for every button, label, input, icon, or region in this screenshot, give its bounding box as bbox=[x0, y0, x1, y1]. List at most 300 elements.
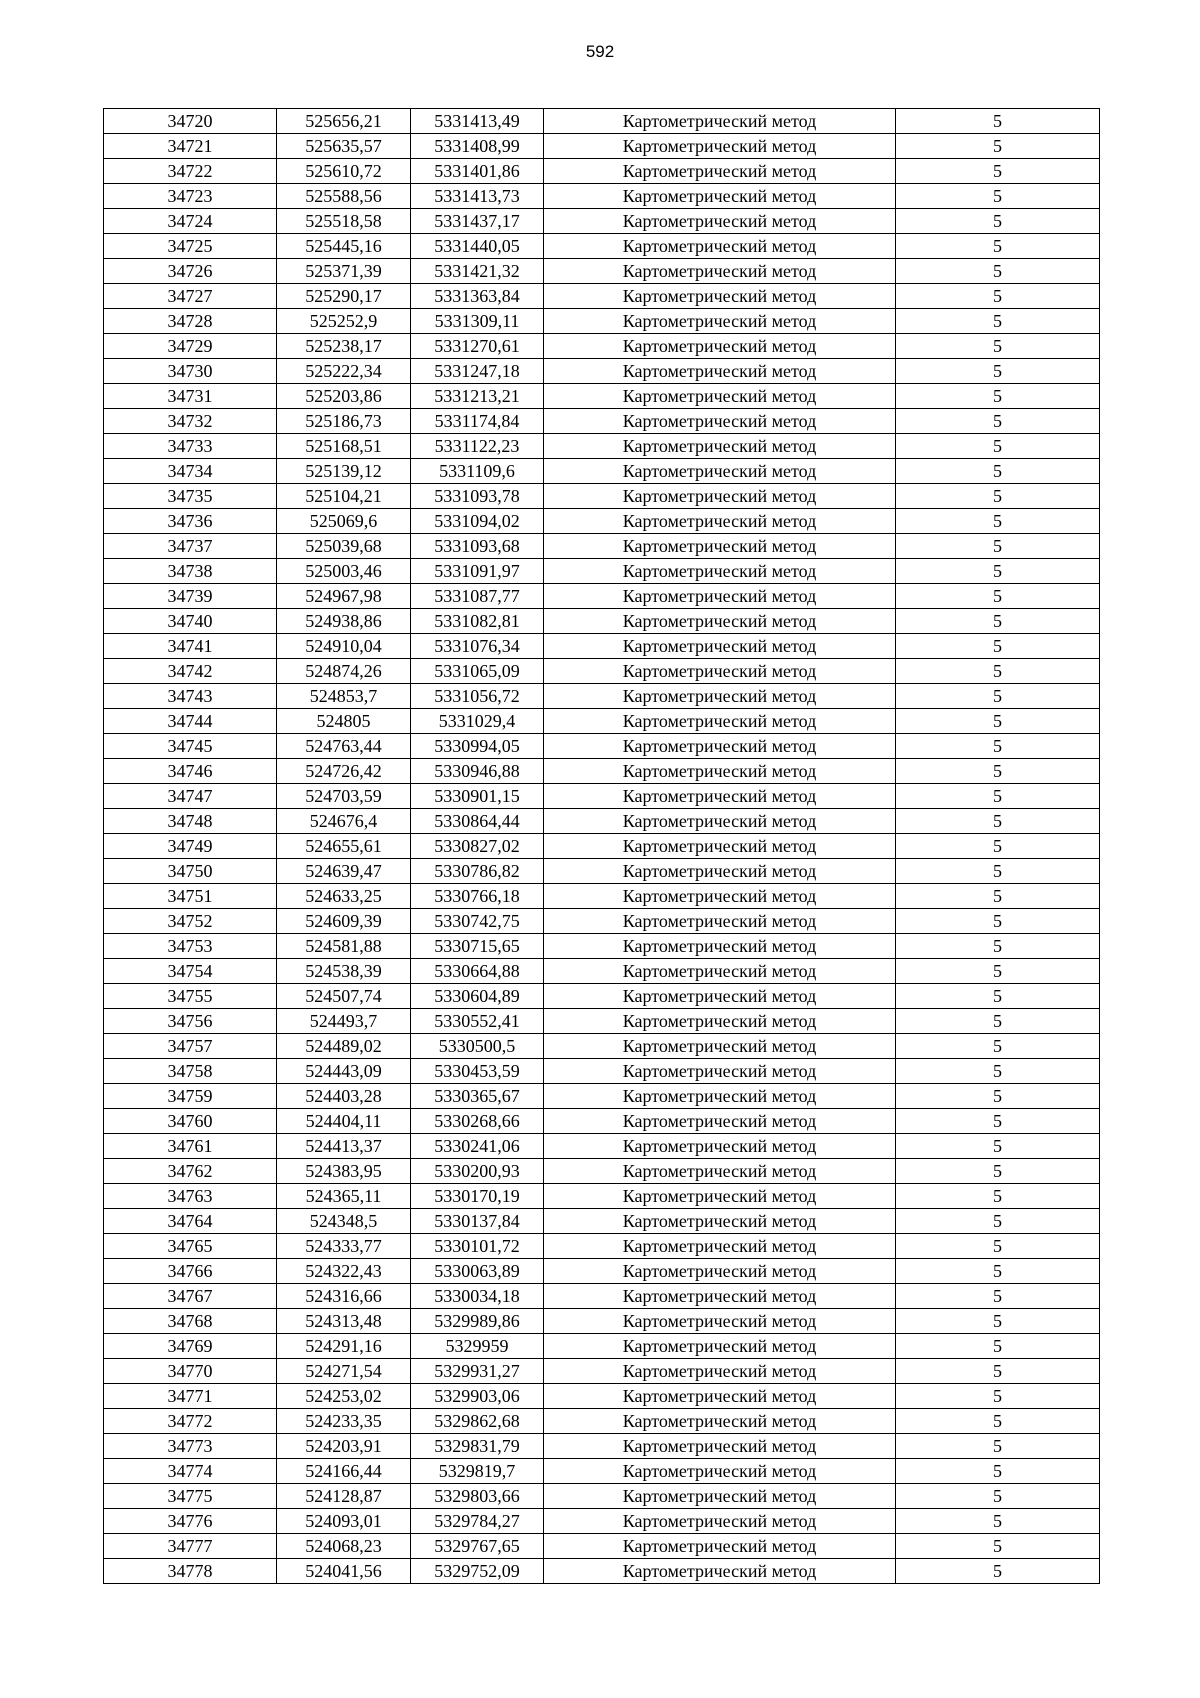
y-coordinate-cell: 5330200,93 bbox=[411, 1159, 544, 1184]
accuracy-cell: 5 bbox=[896, 734, 1100, 759]
y-coordinate-cell: 5331213,21 bbox=[411, 384, 544, 409]
x-coordinate-cell: 525069,6 bbox=[277, 509, 411, 534]
point-number-cell: 34760 bbox=[104, 1109, 277, 1134]
accuracy-cell: 5 bbox=[896, 409, 1100, 434]
y-coordinate-cell: 5331093,78 bbox=[411, 484, 544, 509]
x-coordinate-cell: 524609,39 bbox=[277, 909, 411, 934]
x-coordinate-cell: 524639,47 bbox=[277, 859, 411, 884]
point-number-cell: 34727 bbox=[104, 284, 277, 309]
x-coordinate-cell: 525203,86 bbox=[277, 384, 411, 409]
point-number-cell: 34729 bbox=[104, 334, 277, 359]
y-coordinate-cell: 5331437,17 bbox=[411, 209, 544, 234]
table-row bbox=[104, 1284, 1100, 1309]
x-coordinate-cell: 525186,73 bbox=[277, 409, 411, 434]
table-row bbox=[104, 1484, 1100, 1509]
y-coordinate-cell: 5331122,23 bbox=[411, 434, 544, 459]
accuracy-cell: 5 bbox=[896, 1109, 1100, 1134]
method-cell: Картометрический метод bbox=[544, 509, 896, 534]
accuracy-cell: 5 bbox=[896, 784, 1100, 809]
x-coordinate-cell: 524967,98 bbox=[277, 584, 411, 609]
accuracy-cell: 5 bbox=[896, 1284, 1100, 1309]
table-row bbox=[104, 759, 1100, 784]
accuracy-cell: 5 bbox=[896, 109, 1100, 134]
y-coordinate-cell: 5331056,72 bbox=[411, 684, 544, 709]
x-coordinate-cell: 524655,61 bbox=[277, 834, 411, 859]
x-coordinate-cell: 524291,16 bbox=[277, 1334, 411, 1359]
x-coordinate-cell: 524348,5 bbox=[277, 1209, 411, 1234]
point-number-cell: 34726 bbox=[104, 259, 277, 284]
page-number: 592 bbox=[585, 42, 615, 61]
y-coordinate-cell: 5329931,27 bbox=[411, 1359, 544, 1384]
table-row bbox=[104, 559, 1100, 584]
accuracy-cell: 5 bbox=[896, 584, 1100, 609]
method-cell: Картометрический метод bbox=[544, 359, 896, 384]
y-coordinate-cell: 5330742,75 bbox=[411, 909, 544, 934]
method-cell: Картометрический метод bbox=[544, 984, 896, 1009]
method-cell: Картометрический метод bbox=[544, 1209, 896, 1234]
table-row bbox=[104, 809, 1100, 834]
table-row bbox=[104, 934, 1100, 959]
accuracy-cell: 5 bbox=[896, 509, 1100, 534]
y-coordinate-cell: 5331413,73 bbox=[411, 184, 544, 209]
table-row bbox=[104, 1359, 1100, 1384]
y-coordinate-cell: 5331082,81 bbox=[411, 609, 544, 634]
method-cell: Картометрический метод bbox=[544, 1409, 896, 1434]
x-coordinate-cell: 524581,88 bbox=[277, 934, 411, 959]
table-row bbox=[104, 284, 1100, 309]
x-coordinate-cell: 524726,42 bbox=[277, 759, 411, 784]
accuracy-cell: 5 bbox=[896, 534, 1100, 559]
point-number-cell: 34735 bbox=[104, 484, 277, 509]
x-coordinate-cell: 525635,57 bbox=[277, 134, 411, 159]
accuracy-cell: 5 bbox=[896, 1159, 1100, 1184]
y-coordinate-cell: 5331421,32 bbox=[411, 259, 544, 284]
accuracy-cell: 5 bbox=[896, 1509, 1100, 1534]
point-number-cell: 34771 bbox=[104, 1384, 277, 1409]
point-number-cell: 34740 bbox=[104, 609, 277, 634]
point-number-cell: 34761 bbox=[104, 1134, 277, 1159]
x-coordinate-cell: 524316,66 bbox=[277, 1284, 411, 1309]
point-number-cell: 34723 bbox=[104, 184, 277, 209]
method-cell: Картометрический метод bbox=[544, 409, 896, 434]
point-number-cell: 34733 bbox=[104, 434, 277, 459]
point-number-cell: 34755 bbox=[104, 984, 277, 1009]
coordinates-table-body bbox=[104, 109, 1100, 1584]
accuracy-cell: 5 bbox=[896, 1559, 1100, 1584]
x-coordinate-cell: 524874,26 bbox=[277, 659, 411, 684]
y-coordinate-cell: 5330500,5 bbox=[411, 1034, 544, 1059]
point-number-cell: 34743 bbox=[104, 684, 277, 709]
x-coordinate-cell: 524271,54 bbox=[277, 1359, 411, 1384]
y-coordinate-cell: 5330034,18 bbox=[411, 1284, 544, 1309]
accuracy-cell: 5 bbox=[896, 1184, 1100, 1209]
accuracy-cell: 5 bbox=[896, 1359, 1100, 1384]
point-number-cell: 34766 bbox=[104, 1259, 277, 1284]
point-number-cell: 34738 bbox=[104, 559, 277, 584]
y-coordinate-cell: 5330664,88 bbox=[411, 959, 544, 984]
y-coordinate-cell: 5330946,88 bbox=[411, 759, 544, 784]
method-cell: Картометрический метод bbox=[544, 909, 896, 934]
x-coordinate-cell: 524633,25 bbox=[277, 884, 411, 909]
point-number-cell: 34720 bbox=[104, 109, 277, 134]
method-cell: Картометрический метод bbox=[544, 484, 896, 509]
point-number-cell: 34750 bbox=[104, 859, 277, 884]
y-coordinate-cell: 5329989,86 bbox=[411, 1309, 544, 1334]
method-cell: Картометрический метод bbox=[544, 1384, 896, 1409]
x-coordinate-cell: 524703,59 bbox=[277, 784, 411, 809]
point-number-cell: 34751 bbox=[104, 884, 277, 909]
accuracy-cell: 5 bbox=[896, 684, 1100, 709]
accuracy-cell: 5 bbox=[896, 834, 1100, 859]
x-coordinate-cell: 525656,21 bbox=[277, 109, 411, 134]
accuracy-cell: 5 bbox=[896, 809, 1100, 834]
table-row bbox=[104, 584, 1100, 609]
table-row bbox=[104, 659, 1100, 684]
method-cell: Картометрический метод bbox=[544, 534, 896, 559]
accuracy-cell: 5 bbox=[896, 434, 1100, 459]
method-cell: Картометрический метод bbox=[544, 1134, 896, 1159]
accuracy-cell: 5 bbox=[896, 234, 1100, 259]
y-coordinate-cell: 5331093,68 bbox=[411, 534, 544, 559]
x-coordinate-cell: 525003,46 bbox=[277, 559, 411, 584]
y-coordinate-cell: 5331401,86 bbox=[411, 159, 544, 184]
method-cell: Картометрический метод bbox=[544, 809, 896, 834]
method-cell: Картометрический метод bbox=[544, 734, 896, 759]
x-coordinate-cell: 524365,11 bbox=[277, 1184, 411, 1209]
accuracy-cell: 5 bbox=[896, 1209, 1100, 1234]
x-coordinate-cell: 525252,9 bbox=[277, 309, 411, 334]
accuracy-cell: 5 bbox=[896, 709, 1100, 734]
table-row bbox=[104, 1309, 1100, 1334]
y-coordinate-cell: 5329767,65 bbox=[411, 1534, 544, 1559]
method-cell: Картометрический метод bbox=[544, 284, 896, 309]
y-coordinate-cell: 5329862,68 bbox=[411, 1409, 544, 1434]
x-coordinate-cell: 524938,86 bbox=[277, 609, 411, 634]
y-coordinate-cell: 5331413,49 bbox=[411, 109, 544, 134]
accuracy-cell: 5 bbox=[896, 384, 1100, 409]
method-cell: Картометрический метод bbox=[544, 784, 896, 809]
table-row bbox=[104, 684, 1100, 709]
point-number-cell: 34772 bbox=[104, 1409, 277, 1434]
table-row bbox=[104, 209, 1100, 234]
y-coordinate-cell: 5329752,09 bbox=[411, 1559, 544, 1584]
x-coordinate-cell: 524233,35 bbox=[277, 1409, 411, 1434]
point-number-cell: 34748 bbox=[104, 809, 277, 834]
method-cell: Картометрический метод bbox=[544, 1059, 896, 1084]
table-row bbox=[104, 459, 1100, 484]
accuracy-cell: 5 bbox=[896, 1384, 1100, 1409]
x-coordinate-cell: 524538,39 bbox=[277, 959, 411, 984]
method-cell: Картометрический метод bbox=[544, 759, 896, 784]
table-row bbox=[104, 259, 1100, 284]
table-row bbox=[104, 1134, 1100, 1159]
accuracy-cell: 5 bbox=[896, 159, 1100, 184]
y-coordinate-cell: 5331109,6 bbox=[411, 459, 544, 484]
point-number-cell: 34732 bbox=[104, 409, 277, 434]
x-coordinate-cell: 524068,23 bbox=[277, 1534, 411, 1559]
method-cell: Картометрический метод bbox=[544, 1359, 896, 1384]
point-number-cell: 34773 bbox=[104, 1434, 277, 1459]
table-row bbox=[104, 909, 1100, 934]
x-coordinate-cell: 524128,87 bbox=[277, 1484, 411, 1509]
point-number-cell: 34764 bbox=[104, 1209, 277, 1234]
point-number-cell: 34724 bbox=[104, 209, 277, 234]
accuracy-cell: 5 bbox=[896, 1084, 1100, 1109]
y-coordinate-cell: 5331029,4 bbox=[411, 709, 544, 734]
method-cell: Картометрический метод bbox=[544, 109, 896, 134]
table-row bbox=[104, 134, 1100, 159]
x-coordinate-cell: 525168,51 bbox=[277, 434, 411, 459]
method-cell: Картометрический метод bbox=[544, 1334, 896, 1359]
table-row bbox=[104, 884, 1100, 909]
y-coordinate-cell: 5329903,06 bbox=[411, 1384, 544, 1409]
x-coordinate-cell: 524805 bbox=[277, 709, 411, 734]
method-cell: Картометрический метод bbox=[544, 234, 896, 259]
x-coordinate-cell: 524676,4 bbox=[277, 809, 411, 834]
method-cell: Картометрический метод bbox=[544, 834, 896, 859]
point-number-cell: 34770 bbox=[104, 1359, 277, 1384]
y-coordinate-cell: 5329784,27 bbox=[411, 1509, 544, 1534]
point-number-cell: 34758 bbox=[104, 1059, 277, 1084]
table-row bbox=[104, 784, 1100, 809]
point-number-cell: 34746 bbox=[104, 759, 277, 784]
table-row bbox=[104, 709, 1100, 734]
point-number-cell: 34767 bbox=[104, 1284, 277, 1309]
method-cell: Картометрический метод bbox=[544, 1509, 896, 1534]
accuracy-cell: 5 bbox=[896, 559, 1100, 584]
accuracy-cell: 5 bbox=[896, 1534, 1100, 1559]
accuracy-cell: 5 bbox=[896, 1409, 1100, 1434]
point-number-cell: 34739 bbox=[104, 584, 277, 609]
point-number-cell: 34754 bbox=[104, 959, 277, 984]
method-cell: Картометрический метод bbox=[544, 1434, 896, 1459]
method-cell: Картометрический метод bbox=[544, 259, 896, 284]
accuracy-cell: 5 bbox=[896, 859, 1100, 884]
method-cell: Картометрический метод bbox=[544, 1084, 896, 1109]
method-cell: Картометрический метод bbox=[544, 1184, 896, 1209]
table-row bbox=[104, 1384, 1100, 1409]
table-row bbox=[104, 159, 1100, 184]
table-row bbox=[104, 834, 1100, 859]
accuracy-cell: 5 bbox=[896, 134, 1100, 159]
point-number-cell: 34757 bbox=[104, 1034, 277, 1059]
x-coordinate-cell: 524443,09 bbox=[277, 1059, 411, 1084]
x-coordinate-cell: 525039,68 bbox=[277, 534, 411, 559]
x-coordinate-cell: 524203,91 bbox=[277, 1434, 411, 1459]
table-row bbox=[104, 184, 1100, 209]
table-row bbox=[104, 509, 1100, 534]
method-cell: Картометрический метод bbox=[544, 384, 896, 409]
accuracy-cell: 5 bbox=[896, 634, 1100, 659]
point-number-cell: 34741 bbox=[104, 634, 277, 659]
method-cell: Картометрический метод bbox=[544, 1459, 896, 1484]
point-number-cell: 34734 bbox=[104, 459, 277, 484]
table-row bbox=[104, 609, 1100, 634]
point-number-cell: 34753 bbox=[104, 934, 277, 959]
y-coordinate-cell: 5330241,06 bbox=[411, 1134, 544, 1159]
x-coordinate-cell: 525445,16 bbox=[277, 234, 411, 259]
x-coordinate-cell: 524253,02 bbox=[277, 1384, 411, 1409]
method-cell: Картометрический метод bbox=[544, 1109, 896, 1134]
accuracy-cell: 5 bbox=[896, 759, 1100, 784]
x-coordinate-cell: 525290,17 bbox=[277, 284, 411, 309]
accuracy-cell: 5 bbox=[896, 609, 1100, 634]
method-cell: Картометрический метод bbox=[544, 309, 896, 334]
method-cell: Картометрический метод bbox=[544, 1159, 896, 1184]
point-number-cell: 34742 bbox=[104, 659, 277, 684]
x-coordinate-cell: 525588,56 bbox=[277, 184, 411, 209]
point-number-cell: 34752 bbox=[104, 909, 277, 934]
table-row bbox=[104, 1259, 1100, 1284]
x-coordinate-cell: 525610,72 bbox=[277, 159, 411, 184]
table-row bbox=[104, 1159, 1100, 1184]
x-coordinate-cell: 525139,12 bbox=[277, 459, 411, 484]
table-row bbox=[104, 1184, 1100, 1209]
y-coordinate-cell: 5331408,99 bbox=[411, 134, 544, 159]
x-coordinate-cell: 524507,74 bbox=[277, 984, 411, 1009]
point-number-cell: 34728 bbox=[104, 309, 277, 334]
method-cell: Картометрический метод bbox=[544, 859, 896, 884]
point-number-cell: 34725 bbox=[104, 234, 277, 259]
y-coordinate-cell: 5330170,19 bbox=[411, 1184, 544, 1209]
x-coordinate-cell: 524910,04 bbox=[277, 634, 411, 659]
accuracy-cell: 5 bbox=[896, 984, 1100, 1009]
y-coordinate-cell: 5330365,67 bbox=[411, 1084, 544, 1109]
point-number-cell: 34774 bbox=[104, 1459, 277, 1484]
point-number-cell: 34745 bbox=[104, 734, 277, 759]
point-number-cell: 34737 bbox=[104, 534, 277, 559]
table-row bbox=[104, 1534, 1100, 1559]
accuracy-cell: 5 bbox=[896, 959, 1100, 984]
table-row bbox=[104, 1559, 1100, 1584]
table-row bbox=[104, 309, 1100, 334]
accuracy-cell: 5 bbox=[896, 884, 1100, 909]
method-cell: Картометрический метод bbox=[544, 159, 896, 184]
table-row bbox=[104, 1009, 1100, 1034]
point-number-cell: 34756 bbox=[104, 1009, 277, 1034]
accuracy-cell: 5 bbox=[896, 1234, 1100, 1259]
y-coordinate-cell: 5331440,05 bbox=[411, 234, 544, 259]
table-row bbox=[104, 1434, 1100, 1459]
accuracy-cell: 5 bbox=[896, 459, 1100, 484]
y-coordinate-cell: 5330101,72 bbox=[411, 1234, 544, 1259]
table-row bbox=[104, 359, 1100, 384]
x-coordinate-cell: 525104,21 bbox=[277, 484, 411, 509]
method-cell: Картометрический метод bbox=[544, 609, 896, 634]
method-cell: Картометрический метод bbox=[544, 934, 896, 959]
method-cell: Картометрический метод bbox=[544, 884, 896, 909]
method-cell: Картометрический метод bbox=[544, 959, 896, 984]
point-number-cell: 34736 bbox=[104, 509, 277, 534]
y-coordinate-cell: 5330766,18 bbox=[411, 884, 544, 909]
point-number-cell: 34762 bbox=[104, 1159, 277, 1184]
method-cell: Картометрический метод bbox=[544, 1034, 896, 1059]
point-number-cell: 34730 bbox=[104, 359, 277, 384]
accuracy-cell: 5 bbox=[896, 1059, 1100, 1084]
table-row bbox=[104, 734, 1100, 759]
point-number-cell: 34775 bbox=[104, 1484, 277, 1509]
point-number-cell: 34769 bbox=[104, 1334, 277, 1359]
accuracy-cell: 5 bbox=[896, 1434, 1100, 1459]
table-row bbox=[104, 409, 1100, 434]
table-row bbox=[104, 334, 1100, 359]
x-coordinate-cell: 524763,44 bbox=[277, 734, 411, 759]
method-cell: Картометрический метод bbox=[544, 1309, 896, 1334]
point-number-cell: 34768 bbox=[104, 1309, 277, 1334]
y-coordinate-cell: 5329959 bbox=[411, 1334, 544, 1359]
x-coordinate-cell: 524853,7 bbox=[277, 684, 411, 709]
accuracy-cell: 5 bbox=[896, 184, 1100, 209]
y-coordinate-cell: 5329819,7 bbox=[411, 1459, 544, 1484]
table-row bbox=[104, 1459, 1100, 1484]
table-row bbox=[104, 234, 1100, 259]
point-number-cell: 34759 bbox=[104, 1084, 277, 1109]
table-row bbox=[104, 1084, 1100, 1109]
coordinates-table bbox=[103, 108, 1100, 1584]
accuracy-cell: 5 bbox=[896, 334, 1100, 359]
y-coordinate-cell: 5330715,65 bbox=[411, 934, 544, 959]
y-coordinate-cell: 5330137,84 bbox=[411, 1209, 544, 1234]
table-row bbox=[104, 534, 1100, 559]
table-row bbox=[104, 1334, 1100, 1359]
point-number-cell: 34777 bbox=[104, 1534, 277, 1559]
method-cell: Картометрический метод bbox=[544, 634, 896, 659]
point-number-cell: 34744 bbox=[104, 709, 277, 734]
method-cell: Картометрический метод bbox=[544, 1559, 896, 1584]
accuracy-cell: 5 bbox=[896, 209, 1100, 234]
method-cell: Картометрический метод bbox=[544, 334, 896, 359]
table-row bbox=[104, 1109, 1100, 1134]
y-coordinate-cell: 5331094,02 bbox=[411, 509, 544, 534]
accuracy-cell: 5 bbox=[896, 659, 1100, 684]
x-coordinate-cell: 524041,56 bbox=[277, 1559, 411, 1584]
accuracy-cell: 5 bbox=[896, 1009, 1100, 1034]
method-cell: Картометрический метод bbox=[544, 1009, 896, 1034]
y-coordinate-cell: 5330864,44 bbox=[411, 809, 544, 834]
method-cell: Картометрический метод bbox=[544, 584, 896, 609]
table-row bbox=[104, 434, 1100, 459]
method-cell: Картометрический метод bbox=[544, 1534, 896, 1559]
table-row bbox=[104, 384, 1100, 409]
method-cell: Картометрический метод bbox=[544, 709, 896, 734]
method-cell: Картометрический метод bbox=[544, 1484, 896, 1509]
method-cell: Картометрический метод bbox=[544, 184, 896, 209]
table-row bbox=[104, 959, 1100, 984]
point-number-cell: 34731 bbox=[104, 384, 277, 409]
y-coordinate-cell: 5330901,15 bbox=[411, 784, 544, 809]
x-coordinate-cell: 524413,37 bbox=[277, 1134, 411, 1159]
accuracy-cell: 5 bbox=[896, 934, 1100, 959]
method-cell: Картометрический метод bbox=[544, 1234, 896, 1259]
y-coordinate-cell: 5331174,84 bbox=[411, 409, 544, 434]
x-coordinate-cell: 524404,11 bbox=[277, 1109, 411, 1134]
point-number-cell: 34749 bbox=[104, 834, 277, 859]
accuracy-cell: 5 bbox=[896, 359, 1100, 384]
accuracy-cell: 5 bbox=[896, 1034, 1100, 1059]
accuracy-cell: 5 bbox=[896, 284, 1100, 309]
accuracy-cell: 5 bbox=[896, 1484, 1100, 1509]
x-coordinate-cell: 525371,39 bbox=[277, 259, 411, 284]
x-coordinate-cell: 524093,01 bbox=[277, 1509, 411, 1534]
accuracy-cell: 5 bbox=[896, 1259, 1100, 1284]
method-cell: Картометрический метод bbox=[544, 459, 896, 484]
point-number-cell: 34721 bbox=[104, 134, 277, 159]
method-cell: Картометрический метод bbox=[544, 659, 896, 684]
method-cell: Картометрический метод bbox=[544, 684, 896, 709]
accuracy-cell: 5 bbox=[896, 1334, 1100, 1359]
y-coordinate-cell: 5331087,77 bbox=[411, 584, 544, 609]
x-coordinate-cell: 525222,34 bbox=[277, 359, 411, 384]
